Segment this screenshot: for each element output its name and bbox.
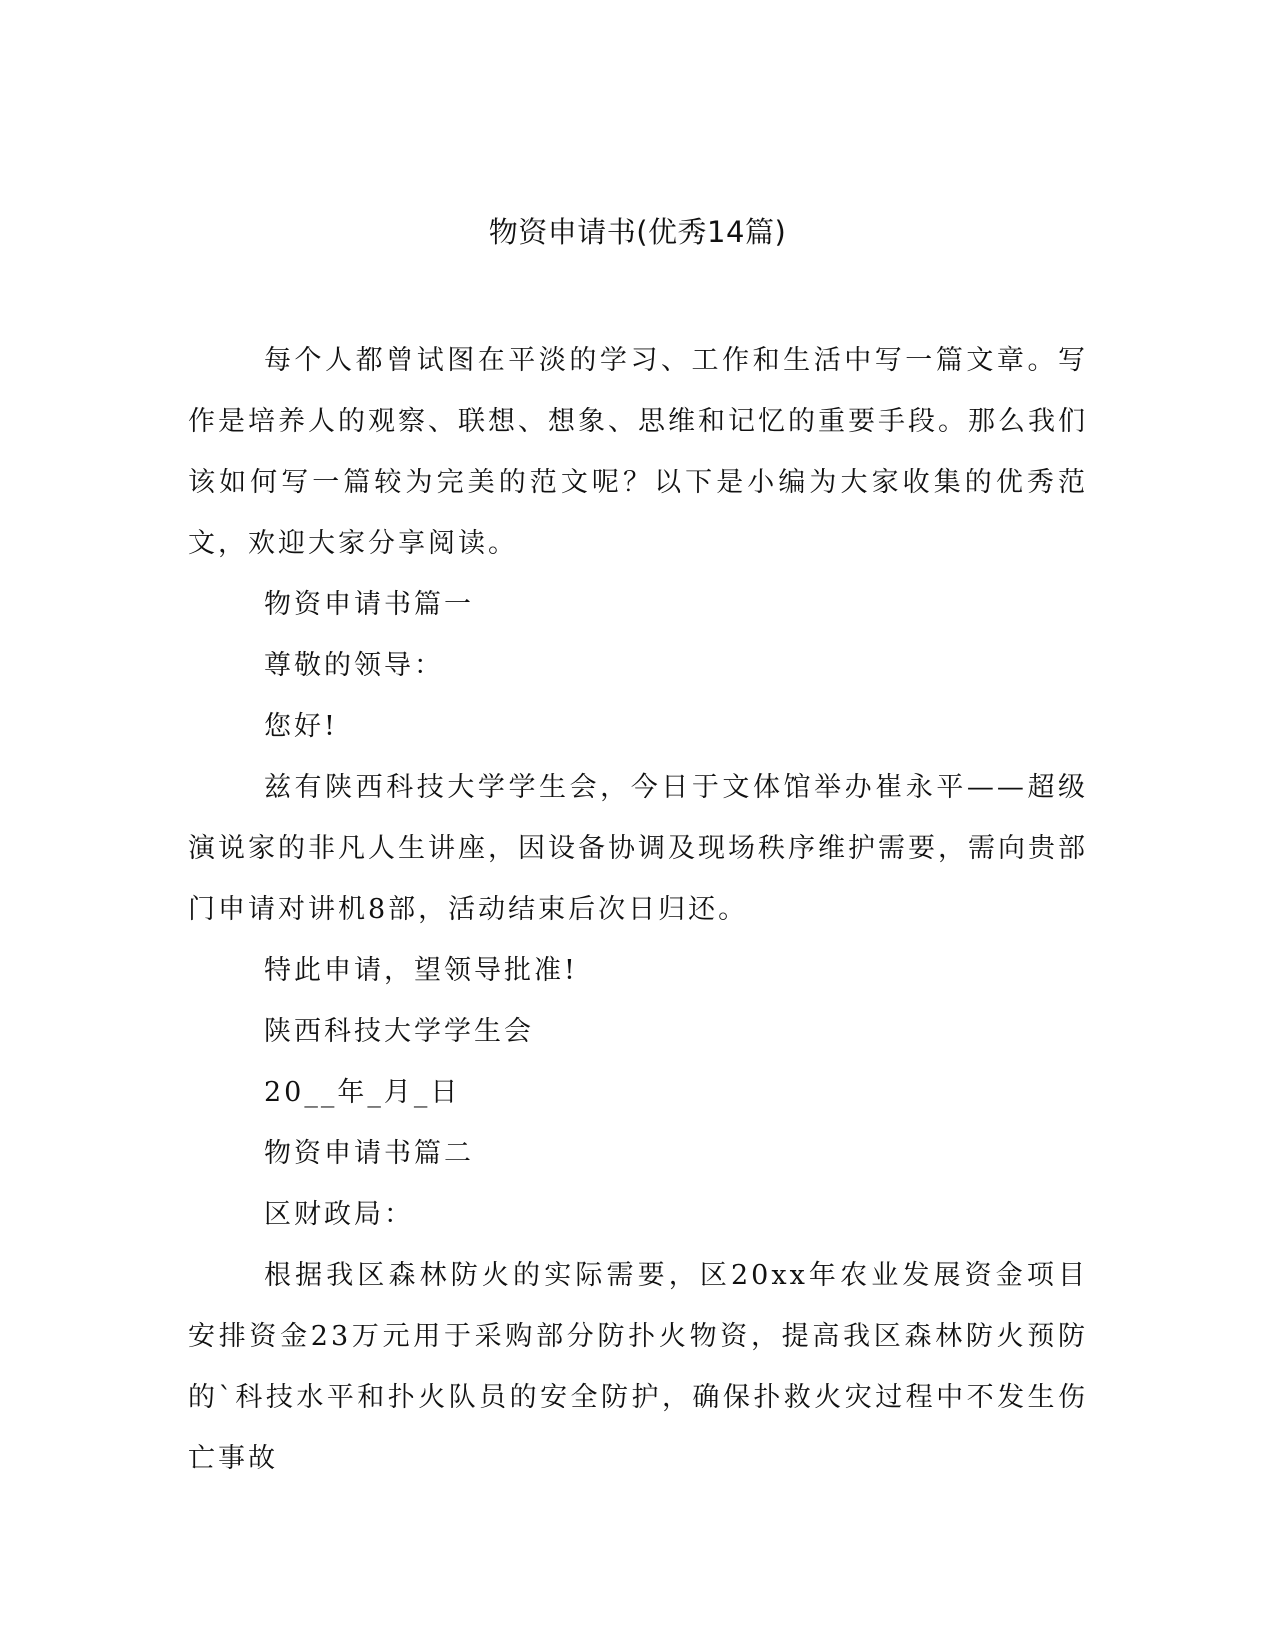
request-paragraph: 兹有陕西科技大学学生会，今日于文体馆举办崔永平——超级演说家的非凡人生讲座，因设备协调及现场秩序维护需要，需向贵部门申请对讲机8部，活动结束后次日归还。 xyxy=(188,772,1088,925)
intro-paragraph: 每个人都曾试图在平淡的学习、工作和生活中写一篇文章。写作是培养人的观察、联想、想象、思维和记忆的重要手段。那么我们该如何写一篇较为完美的范文呢？以下是小编为大家收集的优秀范文，欢迎大家分享阅读。 xyxy=(188,345,1088,559)
section-heading-1: 物资申请书篇一 xyxy=(264,589,474,620)
signature-date: 20__年_月_日 xyxy=(264,1077,461,1108)
document-body xyxy=(188,330,1088,1489)
section-heading-2: 物资申请书篇二 xyxy=(264,1138,474,1169)
salutation: 尊敬的领导： xyxy=(264,650,444,681)
greeting: 您好! xyxy=(264,711,338,742)
signature-org: 陕西科技大学学生会 xyxy=(264,1016,534,1047)
closing-line: 特此申请，望领导批准! xyxy=(264,955,578,986)
recipient: 区财政局： xyxy=(264,1199,414,1230)
document-title: 物资申请书(优秀14篇) xyxy=(488,215,787,249)
body-paragraph-2: 根据我区森林防火的实际需要，区20xx年农业发展资金项目安排资金23万元用于采购部分防扑火物资，提高我区森林防火预防的`科技水平和扑火队员的安全防护，确保扑救火灾过程中不发生伤亡事故 xyxy=(188,1260,1088,1474)
